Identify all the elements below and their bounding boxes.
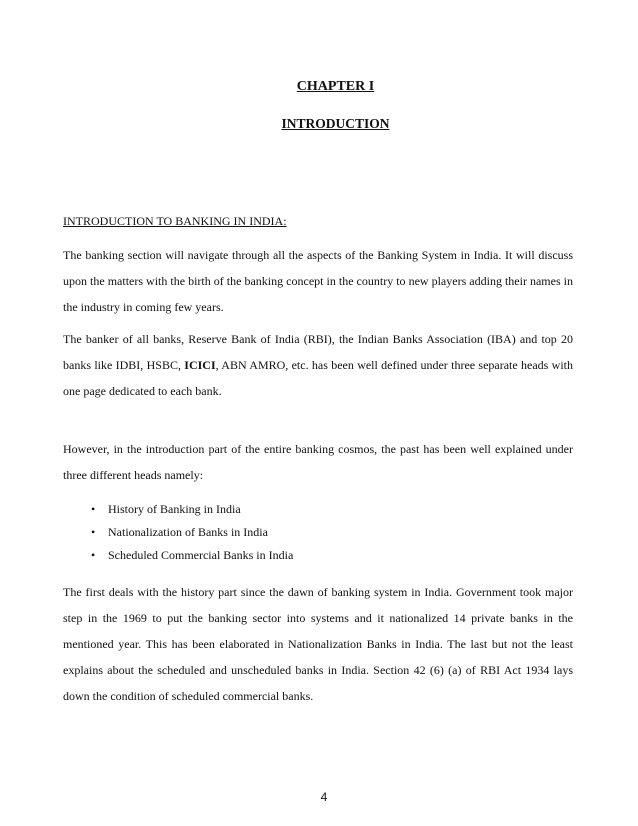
chapter-heading: CHAPTER I — [296, 79, 375, 94]
bullet-icon: • — [91, 502, 96, 516]
paragraph-heads: However, in the introduction part of the entire banking cosmos, the past has been well explained under three different heads namely: — [63, 442, 573, 482]
bullet-icon: • — [91, 525, 96, 539]
list-item — [63, 498, 573, 521]
list-item-text: Nationalization of Banks in India — [108, 525, 268, 539]
section-title: INTRODUCTION TO BANKING IN INDIA: — [63, 214, 287, 228]
list-item — [63, 521, 573, 544]
paragraph-banks-text-2: , ABN AMRO, etc. has been well defined under three separate heads with one page dedicated to each bank. — [63, 358, 574, 398]
page-number: 4 — [320, 790, 328, 804]
list-item — [63, 544, 573, 567]
paragraph-banks — [63, 326, 573, 404]
document-body — [63, 208, 573, 715]
chapter-title: INTRODUCTION — [281, 116, 390, 131]
paragraph-history: The first deals with the history part since the dawn of banking system in India. Government took major step in the 1969 to put the banking sector into systems and it nationalized 14 private banks in the mentioned year. This has been elaborated in Nationalization Banks in India. The last but not the least explains about the scheduled and unscheduled banks in India. Section 42 (6) (a) of RBI Act 1934 lays down the condition of scheduled commercial banks. — [63, 585, 573, 703]
list-item-text: History of Banking in India — [108, 502, 241, 516]
paragraph-intro: The banking section will navigate through all the aspects of the Banking System in India. It will discuss upon the matters with the birth of the banking concept in the country to new players adding their names in the industry in coming few years. — [63, 248, 573, 314]
list-item-text: Scheduled Commercial Banks in India — [108, 548, 294, 562]
bullet-list — [63, 498, 573, 567]
bullet-icon: • — [91, 548, 96, 562]
paragraph-banks-text-1: The banker of all banks, Reserve Bank of India (RBI), the Indian Banks Association (IBA) and top 20 banks like IDBI, HSBC, — [63, 332, 573, 372]
paragraph-banks-bold: ICICI — [184, 358, 216, 372]
